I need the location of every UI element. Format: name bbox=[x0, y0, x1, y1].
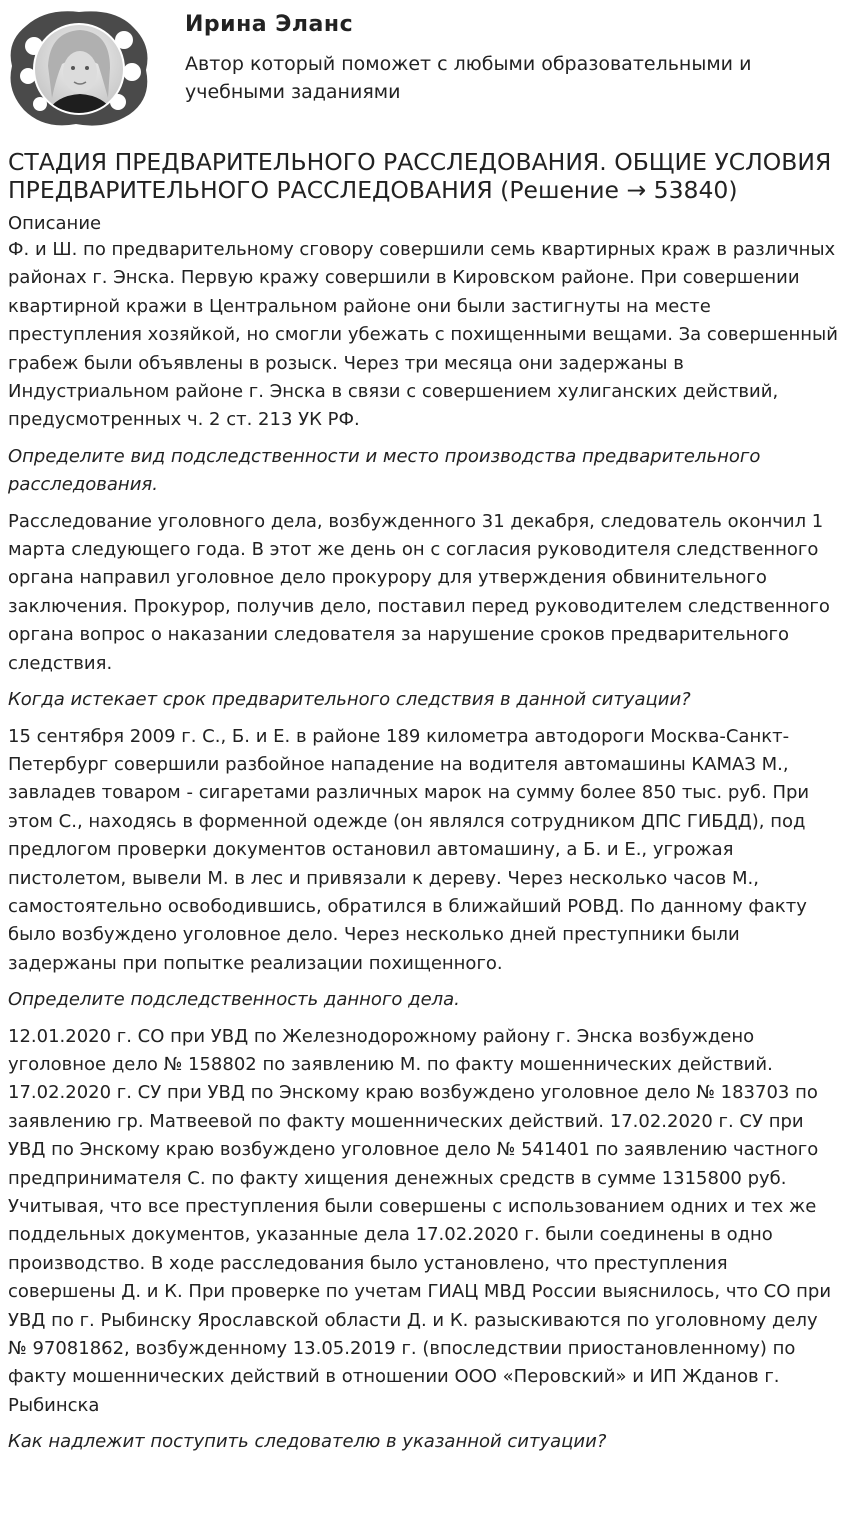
description-label: Описание bbox=[8, 213, 102, 234]
task-paragraph: 12.01.2020 г. СО при УВД по Железнодорожному району г. Энска возбуждено уголовное дело № 158802 по заявлению М. по факту мошеннических действий. 17.02.2020 г. СУ при УВД по Энскому краю возбуждено уголовное дело № 183703 по заявлению гр. Матвеевой по факту мошеннических действий. 17.02.2020 г. СУ при УВД по Энскому краю возбуждено уголовное дело № 541401 по заявлению частного предпринимателя С. по факту хищения денежных средств в сумме 1315800 руб. Учитывая, что все преступления были совершены с использованием одних и тех же поддельных документов, указанные дела 17.02.2020 г. были соединены в одно производство. В ходе расследования было установлено, что преступления совершены Д. и К. При проверке по учетам ГИАЦ МВД России выяснилось, что СО при УВД по г. Рыбинску Ярославской области Д. и К. разыскиваются по уголовному делу № 97081862, возбужденному 13.05.2019 г. (впоследствии приостановленному) по факту мошеннических действий в отношении ООО «Перовский» и ИП Жданов г. Рыбинска bbox=[8, 1025, 832, 1416]
task-question: Когда истекает срок предварительного следствия в данной ситуации? bbox=[8, 689, 691, 711]
task-paragraph: 15 сентября 2009 г. С., Б. и Е. в районе 189 километра автодороги Москва-Санкт-Петербург совершили разбойное нападение на водителя автомашины КАМАЗ М., завладев товаром - сигаретами различных марок на сумму более 850 тыс. руб. При этом С., находясь в форменной одежде (он являлся сотрудником ДПС ГИБДД), под предлогом проверки документов остановил автомашину, а Б. и Е., угрожая пистолетом, вывели М. в лес и привязали к дереву. Через несколько часов М., самостоятельно освободившись, обратился в ближайший РОВД. По данному факту было возбуждено уголовное дело. Через несколько дней преступники были задержаны при попытке реализации похищенного. bbox=[8, 725, 810, 974]
article bbox=[8, 148, 840, 1465]
author-name[interactable]: Ирина Эланс bbox=[185, 12, 354, 37]
article-body bbox=[8, 236, 840, 1457]
author-header bbox=[0, 0, 847, 140]
task-paragraph: Расследование уголовного дела, возбужденного 31 декабря, следователь окончил 1 марта следующего года. В этот же день он с согласия руководителя следственного органа направил уголовное дело прокурору для утверждения обвинительного заключения. Прокурор, получив дело, поставил перед руководителем следственного органа вопрос о наказании следователя за нарушение сроков предварительного следствия. bbox=[8, 510, 830, 674]
task-paragraph: Ф. и Ш. по предварительному сговору совершили семь квартирных краж в различных районах г. Энска. Первую кражу совершили в Кировском районе. При совершении квартирной кражи в Центральном районе они были застигнуты на месте преступления хозяйкой, но смогли убежать с похищенными вещами. За совершенный грабеж были объявлены в розыск. Через три месяца они задержаны в Индустриальном районе г. Энска в связи с совершением хулиганских действий, предусмотренных ч. 2 ст. 213 УК РФ. bbox=[8, 239, 838, 431]
author-description: Автор который поможет с любыми образовательными и учебными заданиями bbox=[185, 53, 752, 103]
task-question: Определите подследственность данного дела. bbox=[8, 989, 460, 1011]
task-question: Определите вид подследственности и место производства предварительного расследования. bbox=[8, 445, 761, 496]
author-avatar[interactable] bbox=[6, 6, 152, 128]
film-reel-avatar-icon bbox=[6, 6, 152, 128]
article-title: СТАДИЯ ПРЕДВАРИТЕЛЬНОГО РАССЛЕДОВАНИЯ. ОБЩИЕ УСЛОВИЯ ПРЕДВАРИТЕЛЬНОГО РАССЛЕДОВАНИЯ (Решение → 53840) bbox=[8, 148, 832, 204]
task-question: Как надлежит поступить следователю в указанной ситуации? bbox=[8, 1431, 607, 1453]
